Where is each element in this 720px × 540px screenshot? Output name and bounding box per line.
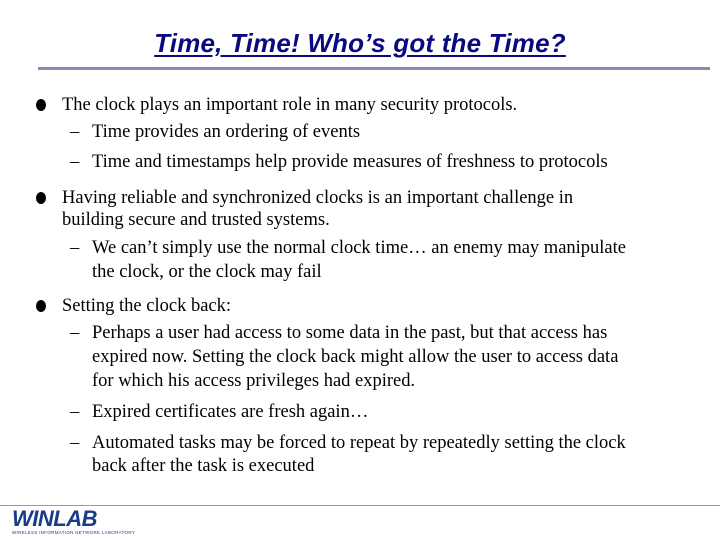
- bullet-dot: [36, 192, 46, 204]
- sub-bullet-dash: –: [70, 152, 80, 172]
- sub-bullet-3-2: Expired certificates are fresh again…: [92, 402, 369, 422]
- sub-bullet-1-2: Time and timestamps help provide measures of freshness to protocols: [92, 152, 608, 172]
- bullet-3-line-1: Setting the clock back:: [62, 296, 232, 316]
- logo-wordmark: WINLAB: [12, 506, 97, 531]
- bullet-2-line-2: building secure and trusted systems.: [62, 210, 330, 230]
- bullet-dot: [36, 99, 46, 111]
- sub-bullet-dash: –: [70, 433, 80, 453]
- sub-bullet-dash: –: [70, 238, 80, 258]
- sub-bullet-dash: –: [70, 402, 80, 422]
- sub-bullet-3-3-line-1: Automated tasks may be forced to repeat by repeatedly setting the clock: [92, 433, 626, 453]
- sub-bullet-3-3-line-2: back after the task is executed: [92, 456, 315, 476]
- sub-bullet-dash: –: [70, 323, 80, 343]
- sub-bullet-3-1-line-3: for which his access privileges had expired.: [92, 371, 416, 391]
- title-divider: [38, 67, 710, 70]
- bullet-2-line-1: Having reliable and synchronized clocks is an important challenge in: [62, 188, 574, 208]
- bullet-1-line-1: The clock plays an important role in many security protocols.: [62, 95, 518, 115]
- sub-bullet-2-1-line-2: the clock, or the clock may fail: [92, 262, 322, 282]
- footer-divider: [0, 505, 720, 506]
- sub-bullet-3-1-line-1: Perhaps a user had access to some data in the past, but that access has: [92, 323, 608, 343]
- bullet-dot: [36, 300, 46, 312]
- sub-bullet-1-1: Time provides an ordering of events: [92, 122, 361, 142]
- logo-subtitle: WIRELESS INFORMATION NETWORK LABORATORY: [12, 530, 136, 535]
- sub-bullet-2-1-line-1: We can’t simply use the normal clock time… an enemy may manipulate: [92, 238, 626, 258]
- slide-title: Time, Time! Who’s got the Time?: [154, 28, 566, 58]
- sub-bullet-dash: –: [70, 122, 80, 142]
- sub-bullet-3-1-line-2: expired now. Setting the clock back might allow the user to access data: [92, 347, 619, 367]
- winlab-logo: [12, 506, 136, 538]
